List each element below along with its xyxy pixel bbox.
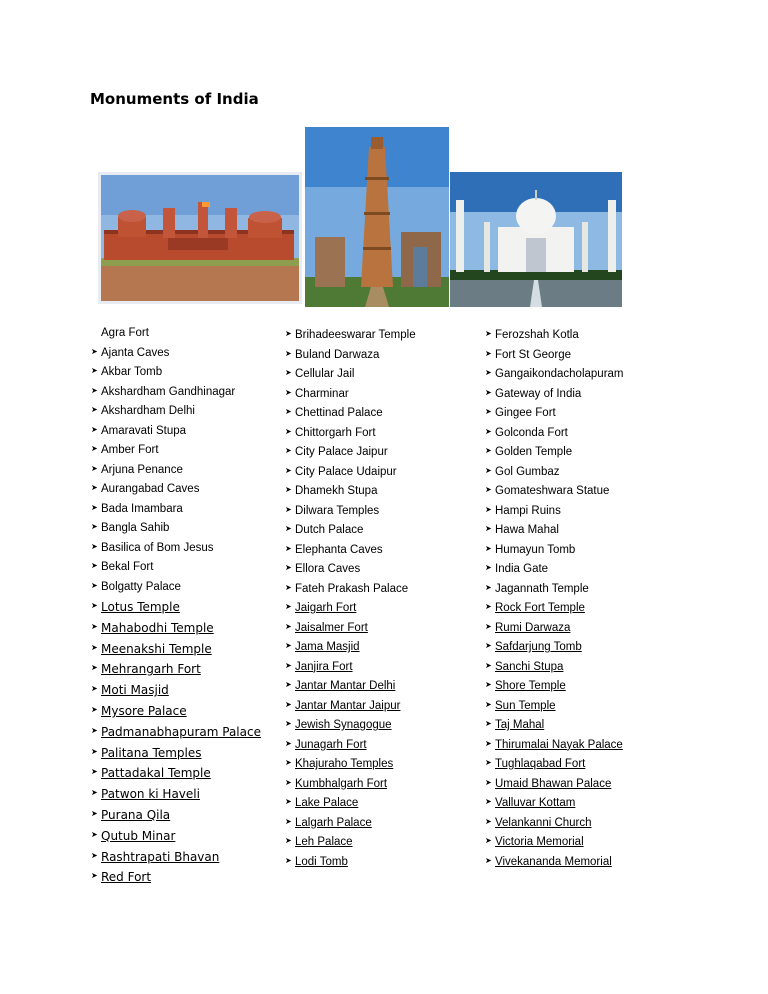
monument-link[interactable]: Tughlaqabad Fort [495, 758, 586, 770]
monument-link[interactable]: Vivekananda Memorial [495, 855, 612, 868]
monument-link[interactable]: Mysore Palace [101, 703, 187, 718]
arrow-bullet-icon: ➤ [485, 368, 492, 377]
list-item: ➤ Fort St George [485, 348, 572, 361]
list-item: ➤ Brihadeeswarar Temple [285, 329, 416, 341]
monument-link[interactable]: Lodi Tomb [295, 855, 348, 868]
arrow-bullet-icon: ➤ [485, 485, 492, 494]
arrow-bullet-icon: ➤ [285, 426, 292, 436]
monument-link[interactable]: Meenakshi Temple [101, 641, 212, 656]
list-item [91, 869, 261, 890]
list-item [285, 816, 416, 836]
monument-link[interactable]: Kumbhalgarh Fort [295, 777, 388, 790]
arrow-bullet-icon: ➤ [485, 660, 492, 670]
list-item: ➤ Chettinad Palace [285, 407, 383, 419]
arrow-bullet-icon: ➤ [91, 850, 98, 860]
arrow-bullet-icon: ➤ [485, 758, 492, 767]
arrow-bullet-icon: ➤ [485, 738, 492, 748]
monument-link[interactable]: Junagarh Fort [295, 738, 367, 751]
list-item [485, 621, 624, 641]
list-item [285, 640, 416, 660]
list-item: ➤ Chittorgarh Fort [285, 426, 376, 439]
list-item [91, 849, 261, 870]
list-item [485, 816, 624, 836]
list-item [91, 745, 261, 766]
arrow-bullet-icon: ➤ [285, 543, 292, 553]
red-fort-image [98, 172, 302, 304]
arrow-bullet-icon: ➤ [485, 563, 492, 572]
list-item [91, 682, 261, 703]
arrow-bullet-icon: ➤ [485, 602, 492, 611]
list-item: ➤ Fateh Prakash Palace [285, 582, 409, 595]
monument-link[interactable]: Jantar Mantar Jaipur [295, 699, 401, 712]
list-item: ➤ Gateway of India [485, 387, 582, 400]
arrow-bullet-icon: ➤ [485, 543, 492, 553]
list-item: ➤ Gingee Fort [485, 407, 556, 419]
list-item: ➤ Bangla Sahib [91, 522, 170, 534]
arrow-bullet-icon: ➤ [91, 424, 98, 434]
arrow-bullet-icon: ➤ [91, 366, 98, 375]
list-item [285, 621, 416, 641]
monument-link[interactable]: Safdarjung Tomb [495, 641, 582, 653]
list-item: ➤ Dilwara Temples [285, 504, 380, 517]
arrow-bullet-icon: ➤ [485, 524, 492, 533]
list-item [285, 601, 416, 621]
list-item [485, 699, 624, 719]
arrow-bullet-icon: ➤ [485, 641, 492, 650]
arrow-bullet-icon: ➤ [91, 601, 98, 610]
list-item: ➤ Elephanta Caves [285, 543, 383, 556]
list-item: ➤ Gangaikondacholapuram [485, 368, 624, 380]
list-item [485, 835, 624, 855]
arrow-bullet-icon: ➤ [285, 446, 292, 455]
arrow-bullet-icon: ➤ [285, 641, 292, 650]
monument-link[interactable]: Victoria Memorial [495, 836, 584, 848]
arrow-bullet-icon: ➤ [285, 797, 292, 806]
list-item [485, 855, 624, 875]
arrow-bullet-icon: ➤ [91, 444, 98, 453]
arrow-bullet-icon: ➤ [91, 463, 98, 473]
list-item: ➤ Buland Darwaza [285, 348, 380, 361]
arrow-bullet-icon: ➤ [91, 580, 98, 590]
monument-link[interactable]: Purana Qila [101, 807, 171, 822]
list-item: ➤ Hampi Ruins [485, 504, 561, 517]
monument-link[interactable]: Umaid Bhawan Palace [495, 777, 612, 790]
list-item [91, 599, 261, 620]
monument-link[interactable]: Thirumalai Nayak Palace [495, 738, 623, 751]
list-item: ➤ Golconda Fort [485, 426, 568, 439]
list-item: ➤ Basilica of Bom Jesus [91, 541, 214, 554]
list-item: ➤ Bada Imambara [91, 502, 183, 515]
arrow-bullet-icon: ➤ [91, 704, 98, 714]
list-item: ➤ Ajanta Caves [91, 346, 170, 359]
taj-mahal-image [450, 172, 622, 307]
list-item [285, 718, 416, 738]
list-item: Agra Fort [101, 327, 149, 339]
list-item: ➤ Hawa Mahal [485, 524, 559, 536]
arrow-bullet-icon: ➤ [485, 446, 492, 455]
arrow-bullet-icon: ➤ [485, 582, 492, 592]
monument-link[interactable]: Khajuraho Temples [295, 758, 394, 770]
arrow-bullet-icon: ➤ [485, 777, 492, 787]
arrow-bullet-icon: ➤ [91, 642, 98, 652]
monument-column-2 [285, 328, 416, 874]
arrow-bullet-icon: ➤ [91, 502, 98, 512]
list-item: ➤ Gomateshwara Statue [485, 485, 610, 497]
monument-link[interactable]: Velankanni Church [495, 816, 592, 829]
list-item: ➤ City Palace Jaipur [285, 446, 388, 458]
list-item [485, 718, 624, 738]
qutub-minar-image [305, 127, 449, 307]
list-item: ➤ Jagannath Temple [485, 582, 589, 595]
arrow-bullet-icon: ➤ [285, 387, 292, 397]
arrow-bullet-icon: ➤ [485, 621, 492, 631]
monument-link[interactable]: Rock Fort Temple [495, 602, 585, 614]
list-item: ➤ Humayun Tomb [485, 543, 576, 556]
arrow-bullet-icon: ➤ [485, 699, 492, 709]
monument-link[interactable]: Jaigarh Fort [295, 602, 357, 614]
list-item: ➤ Dhamekh Stupa [285, 485, 378, 497]
monument-link[interactable]: Jaisalmer Fort [295, 621, 368, 634]
list-item: ➤ Akshardham Gandhinagar [91, 385, 236, 398]
arrow-bullet-icon: ➤ [485, 680, 492, 689]
monument-link[interactable]: Rumi Darwaza [495, 621, 571, 634]
arrow-bullet-icon: ➤ [91, 767, 98, 777]
list-item: ➤ Golden Temple [485, 446, 573, 458]
arrow-bullet-icon: ➤ [285, 465, 292, 475]
arrow-bullet-icon: ➤ [91, 871, 98, 881]
list-item: ➤ Amaravati Stupa [91, 424, 187, 437]
list-item: ➤ Dutch Palace [285, 524, 364, 536]
list-item [91, 724, 261, 745]
arrow-bullet-icon: ➤ [485, 465, 492, 475]
arrow-bullet-icon: ➤ [485, 816, 492, 826]
list-item [485, 660, 624, 680]
arrow-bullet-icon: ➤ [91, 522, 98, 531]
arrow-bullet-icon: ➤ [485, 855, 492, 865]
list-item [91, 807, 261, 828]
arrow-bullet-icon: ➤ [91, 483, 98, 492]
arrow-bullet-icon: ➤ [485, 387, 492, 397]
list-item [91, 828, 261, 849]
arrow-bullet-icon: ➤ [485, 836, 492, 845]
arrow-bullet-icon: ➤ [285, 524, 292, 533]
list-item: ➤ Gol Gumbaz [485, 465, 560, 478]
arrow-bullet-icon: ➤ [285, 660, 292, 670]
monument-link[interactable]: Lotus Temple [101, 600, 180, 614]
list-item: ➤ Ellora Caves [285, 563, 361, 575]
arrow-bullet-icon: ➤ [91, 405, 98, 414]
monument-link[interactable]: Jewish Synagogue [295, 719, 392, 731]
list-item: ➤ Cellular Jail [285, 368, 355, 380]
monument-link[interactable]: Lalgarh Palace [295, 816, 372, 829]
page-title: Monuments of India [90, 90, 259, 108]
list-item [485, 796, 624, 816]
arrow-bullet-icon: ➤ [485, 504, 492, 514]
arrow-bullet-icon: ➤ [285, 602, 292, 611]
list-item [485, 640, 624, 660]
arrow-bullet-icon: ➤ [285, 621, 292, 631]
arrow-bullet-icon: ➤ [91, 684, 98, 694]
arrow-bullet-icon: ➤ [285, 680, 292, 689]
arrow-bullet-icon: ➤ [91, 746, 98, 756]
arrow-bullet-icon: ➤ [91, 561, 98, 570]
list-item [285, 835, 416, 855]
arrow-bullet-icon: ➤ [91, 663, 98, 673]
arrow-bullet-icon: ➤ [485, 719, 492, 728]
list-item [91, 620, 261, 641]
list-item: ➤ City Palace Udaipur [285, 465, 397, 478]
arrow-bullet-icon: ➤ [285, 368, 292, 377]
arrow-bullet-icon: ➤ [91, 541, 98, 551]
monument-column-1 [91, 326, 261, 890]
monument-link[interactable]: Moti Masjid [101, 683, 169, 698]
list-item [91, 765, 261, 786]
arrow-bullet-icon: ➤ [485, 426, 492, 436]
list-item: ➤ Akbar Tomb [91, 366, 163, 378]
monument-link[interactable]: Sanchi Stupa [495, 660, 564, 673]
arrow-bullet-icon: ➤ [285, 719, 292, 728]
monument-link[interactable]: Taj Mahal [495, 719, 545, 731]
list-item [285, 757, 416, 777]
list-item: ➤ Arjuna Penance [91, 463, 183, 476]
list-item [91, 661, 261, 682]
arrow-bullet-icon: ➤ [285, 855, 292, 865]
arrow-bullet-icon: ➤ [91, 621, 98, 631]
monument-link[interactable]: Shore Temple [495, 680, 566, 692]
monument-link[interactable]: Lake Palace [295, 797, 359, 809]
list-item: ➤ Akshardham Delhi [91, 405, 195, 417]
arrow-bullet-icon: ➤ [285, 738, 292, 748]
list-item [285, 777, 416, 797]
arrow-bullet-icon: ➤ [485, 348, 492, 358]
list-item: ➤ Ferozshah Kotla [485, 329, 579, 341]
list-item [285, 679, 416, 699]
list-item: ➤ Amber Fort [91, 444, 159, 456]
list-item [485, 757, 624, 777]
list-item: ➤ Bolgatty Palace [91, 580, 181, 593]
arrow-bullet-icon: ➤ [91, 725, 98, 735]
arrow-bullet-icon: ➤ [285, 563, 292, 572]
list-item: ➤ Charminar [285, 387, 349, 400]
arrow-bullet-icon: ➤ [91, 788, 98, 798]
list-item [91, 641, 261, 662]
arrow-bullet-icon: ➤ [285, 777, 292, 787]
list-item [91, 703, 261, 724]
monument-link[interactable]: Patwon ki Haveli [101, 787, 200, 802]
monument-column-3 [485, 328, 624, 874]
list-item: ➤ India Gate [485, 563, 549, 575]
monument-link[interactable]: Pattadakal Temple [101, 766, 211, 781]
monument-link[interactable]: Mahabodhi Temple [101, 620, 214, 635]
monument-link[interactable]: Qutub Minar [101, 828, 176, 843]
list-item: ➤ Aurangabad Caves [91, 483, 200, 495]
arrow-bullet-icon: ➤ [91, 829, 98, 839]
monument-link[interactable]: Jantar Mantar Delhi [295, 680, 396, 692]
arrow-bullet-icon: ➤ [285, 329, 292, 338]
arrow-bullet-icon: ➤ [485, 329, 492, 338]
arrow-bullet-icon: ➤ [485, 797, 492, 806]
arrow-bullet-icon: ➤ [285, 504, 292, 514]
list-item [285, 660, 416, 680]
arrow-bullet-icon: ➤ [91, 385, 98, 395]
list-item: ➤ Bekal Fort [91, 561, 154, 573]
arrow-bullet-icon: ➤ [91, 808, 98, 818]
list-item [485, 738, 624, 758]
arrow-bullet-icon: ➤ [485, 407, 492, 416]
arrow-bullet-icon: ➤ [285, 407, 292, 416]
list-item [285, 699, 416, 719]
arrow-bullet-icon: ➤ [285, 816, 292, 826]
list-item [285, 738, 416, 758]
list-item [485, 777, 624, 797]
monument-link[interactable]: Valluvar Kottam [495, 797, 576, 809]
list-item [285, 855, 416, 875]
arrow-bullet-icon: ➤ [285, 699, 292, 709]
list-item [485, 679, 624, 699]
arrow-bullet-icon: ➤ [285, 485, 292, 494]
arrow-bullet-icon: ➤ [91, 346, 98, 356]
arrow-bullet-icon: ➤ [285, 348, 292, 358]
monument-link[interactable]: Leh Palace [295, 836, 353, 848]
arrow-bullet-icon: ➤ [285, 758, 292, 767]
monument-link[interactable]: Palitana Temples [101, 745, 202, 760]
monument-link[interactable]: Rashtrapati Bhavan [101, 849, 220, 864]
arrow-bullet-icon: ➤ [285, 836, 292, 845]
monument-link[interactable]: Sun Temple [495, 699, 556, 712]
monument-link[interactable]: Mehrangarh Fort [101, 662, 201, 677]
monument-link[interactable]: Padmanabhapuram Palace [101, 724, 261, 739]
arrow-bullet-icon: ➤ [285, 582, 292, 592]
list-item [91, 786, 261, 807]
monument-link[interactable]: Janjira Fort [295, 660, 353, 673]
monument-link[interactable]: Jama Masjid [295, 641, 360, 653]
monument-link[interactable]: Red Fort [101, 870, 152, 885]
list-item [285, 796, 416, 816]
list-item [485, 601, 624, 621]
